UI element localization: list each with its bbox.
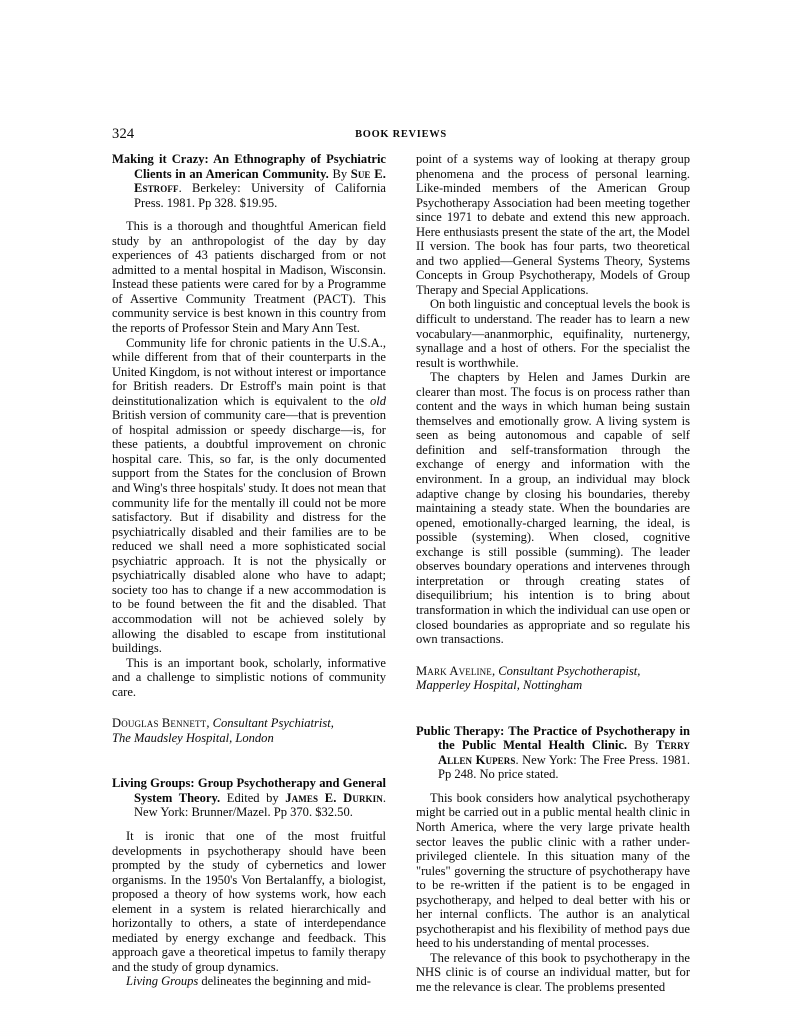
review-2-cont-paragraph-1: point of a systems way of looking at therapy group phenomena and the process of personal learning. Like-minded members of the American Group Psychotherapy Association had been meeting together since 1971 to debate and extend this new approach. Here enthusiasts present the state of the art, the Model II version. The book has four parts, two theoretical and two applied—General Systems Theory, Systems Concepts in Group Psychotherapy, Models of Group Therapy and Special Applications.: [416, 152, 690, 297]
book-title-2: Living Groups: Group Psychotherapy and General System Theory.: [112, 776, 386, 805]
running-head: [112, 126, 690, 142]
review-2-cont-paragraph-3: The chapters by Helen and James Durkin are clearer than most. The focus is on process rather than content and the ways in which human being sustain themselves and emotionally grow. A living system is seen as being autonomous and capable of self definition and self-transformation through the exchange of energy and information with the environment. In a group, an individual may block adaptive change by closing his boundaries, thereby maintaining a steady state. When the boundaries are opened, emotionally-charged learning, the ideal, is possible (systeming). When closed, cognitive exchange is still possible (summing). The leader observes boundary operations and intervenes through interpretation or through creating states of disequilibrium; his intention is to bring about transformation in which the individual can use open or closed boundaries as appropriate and so regulate his own transactions.: [416, 370, 690, 647]
review-2-p2-italic-title: Living Groups: [126, 974, 199, 989]
review-3-paragraph-1: This book considers how analytical psychotherapy might be carried out in a public mental health clinic in North America, where the very large private health sector leaves the public clinic with a rather under-privileged clientele. In this situation many of the "rules" governing the structure of psychotherapy have to be re-written if the patient is to be engaged in psychotherapy, and helped to deal better with his or her internal conflicts. The author is an analytical psychotherapist and his flexibility of method pays due heed to his understanding of mental processes.: [416, 790, 690, 951]
book-byline-label-2: Edited by: [220, 790, 286, 805]
review-3-paragraph-2: The relevance of this book to psychotherapy in the NHS clinic is of course an individual matter, but for me the relevance is clear. The problems presented: [416, 950, 690, 994]
reviewer-name-1: Douglas Bennett: [112, 716, 207, 731]
running-head-title: BOOK REVIEWS: [355, 129, 447, 140]
reviewer-affiliation-2: Mapperley Hospital, Nottingham: [416, 678, 583, 693]
review-2-paragraph-2: [112, 974, 386, 989]
column-right: [416, 152, 690, 995]
review-1-paragraph-2: [112, 336, 386, 656]
book-imprint-2: . New York: Brunner/Mazel. Pp 370. $32.50.: [134, 790, 386, 820]
reviewer-name-2: Mark Aveline: [416, 663, 492, 678]
review-1-p2-part-b: British version of community care—that is prevention of hospital admission or speedy discharge—is, for these patients, a doubtful improvement on chronic hospital care. This, so far, is the only documented support from the States for the conclusion of Brown and Wing's three hospitals' study. It does not mean that community life for the mentally ill could not be more satisfactory. But if disability and distress for the psychiatrically disabled and their families are to be reduced we shall need a more sophisticated social psychiatric approach. It is not the physically or psychiatrically disabled alone who have to adapt; society too has to change if a new accommodation is to be found between the fit and the disabled. That accommodation will not be achieved solely by allowing the disabled to escape from institutional buildings.: [112, 408, 386, 656]
spacer: [112, 745, 386, 776]
book-entry-heading-2: [112, 776, 386, 820]
review-2-p2-rest: delineates the beginning and mid-: [198, 974, 371, 989]
page-number: 324: [112, 126, 135, 142]
book-entry-heading-3: [416, 724, 690, 782]
book-imprint-3: . New York: The Free Press. 1981. Pp 248. No price stated.: [438, 752, 690, 782]
spacer: [416, 782, 690, 791]
spacer: [416, 693, 690, 724]
book-author-3: Terry Allen Kupers: [438, 738, 690, 767]
review-2-paragraph-1: It is ironic that one of the most fruitful developments in psychotherapy should have been prompted by the study of cybernetics and lower organisms. In the 1950's Von Bertalanffy, a biologist, proposed a theory of how systems work, how each element in a system is related hierarchically and horizontally to others, a state of interdependance mediated by energy exchange and feedback. This approach gave a theoretical impetus to family therapy and the study of group dynamics.: [112, 828, 386, 974]
review-1-signature: [112, 716, 386, 745]
review-1-paragraph-3: This is an important book, scholarly, informative and a challenge to simplistic notions of community care.: [112, 655, 386, 699]
reviewer-affiliation-1: The Maudsley Hospital, London: [112, 730, 274, 745]
spacer: [112, 210, 386, 219]
review-1-paragraph-1: This is a thorough and thoughtful American field study by an anthropologist of the day by day experiences of 43 patients discharged from or not admitted to a mental hospital in Madison, Wisconsin. Instead these patients were cared for by a Programme of Assertive Community Treatment (PACT). This community service is best known in this country from the reports of Professor Stein and Mary Ann Test.: [112, 219, 386, 336]
book-byline-label-3: By: [627, 738, 656, 753]
column-left: [112, 152, 386, 989]
reviewer-role-1: , Consultant Psychiatrist,: [206, 716, 334, 731]
book-imprint-1: . Berkeley: University of California Press. 1981. Pp 328. $19.95.: [134, 181, 386, 210]
reviewer-role-2: , Consultant Psychotherapist,: [491, 663, 641, 678]
review-1-p2-italic: old: [369, 393, 386, 408]
book-title-1: Making it Crazy: An Ethnography of Psychiatric Clients in an American Community.: [112, 152, 386, 181]
book-byline-label-1: By: [328, 166, 351, 181]
spacer: [112, 820, 386, 829]
review-2-signature: [416, 664, 690, 693]
review-1-p2-part-a: Community life for chronic patients in the U.S.A., while different from that of their counterparts in the United Kingdom, is not without interest or importance for British readers. Dr Estroff's main point is that deinstitutionalization which is equivalent to the: [112, 335, 386, 408]
spacer: [416, 647, 690, 664]
book-entry-heading-1: [112, 152, 386, 210]
review-2-cont-paragraph-2: On both linguistic and conceptual levels the book is difficult to understand. The reader has to learn a new vocabulary—ananmorphic, equifinality, nurtenergy, synallage and a host of others. For the specialist the result is worthwhile.: [416, 297, 690, 370]
book-author-1: Sue E. Estroff: [134, 166, 386, 196]
book-author-2: James E. Durkin: [285, 790, 383, 805]
spacer: [112, 699, 386, 716]
book-title-3: Public Therapy: The Practice of Psychotherapy in the Public Mental Health Clinic.: [416, 723, 690, 753]
